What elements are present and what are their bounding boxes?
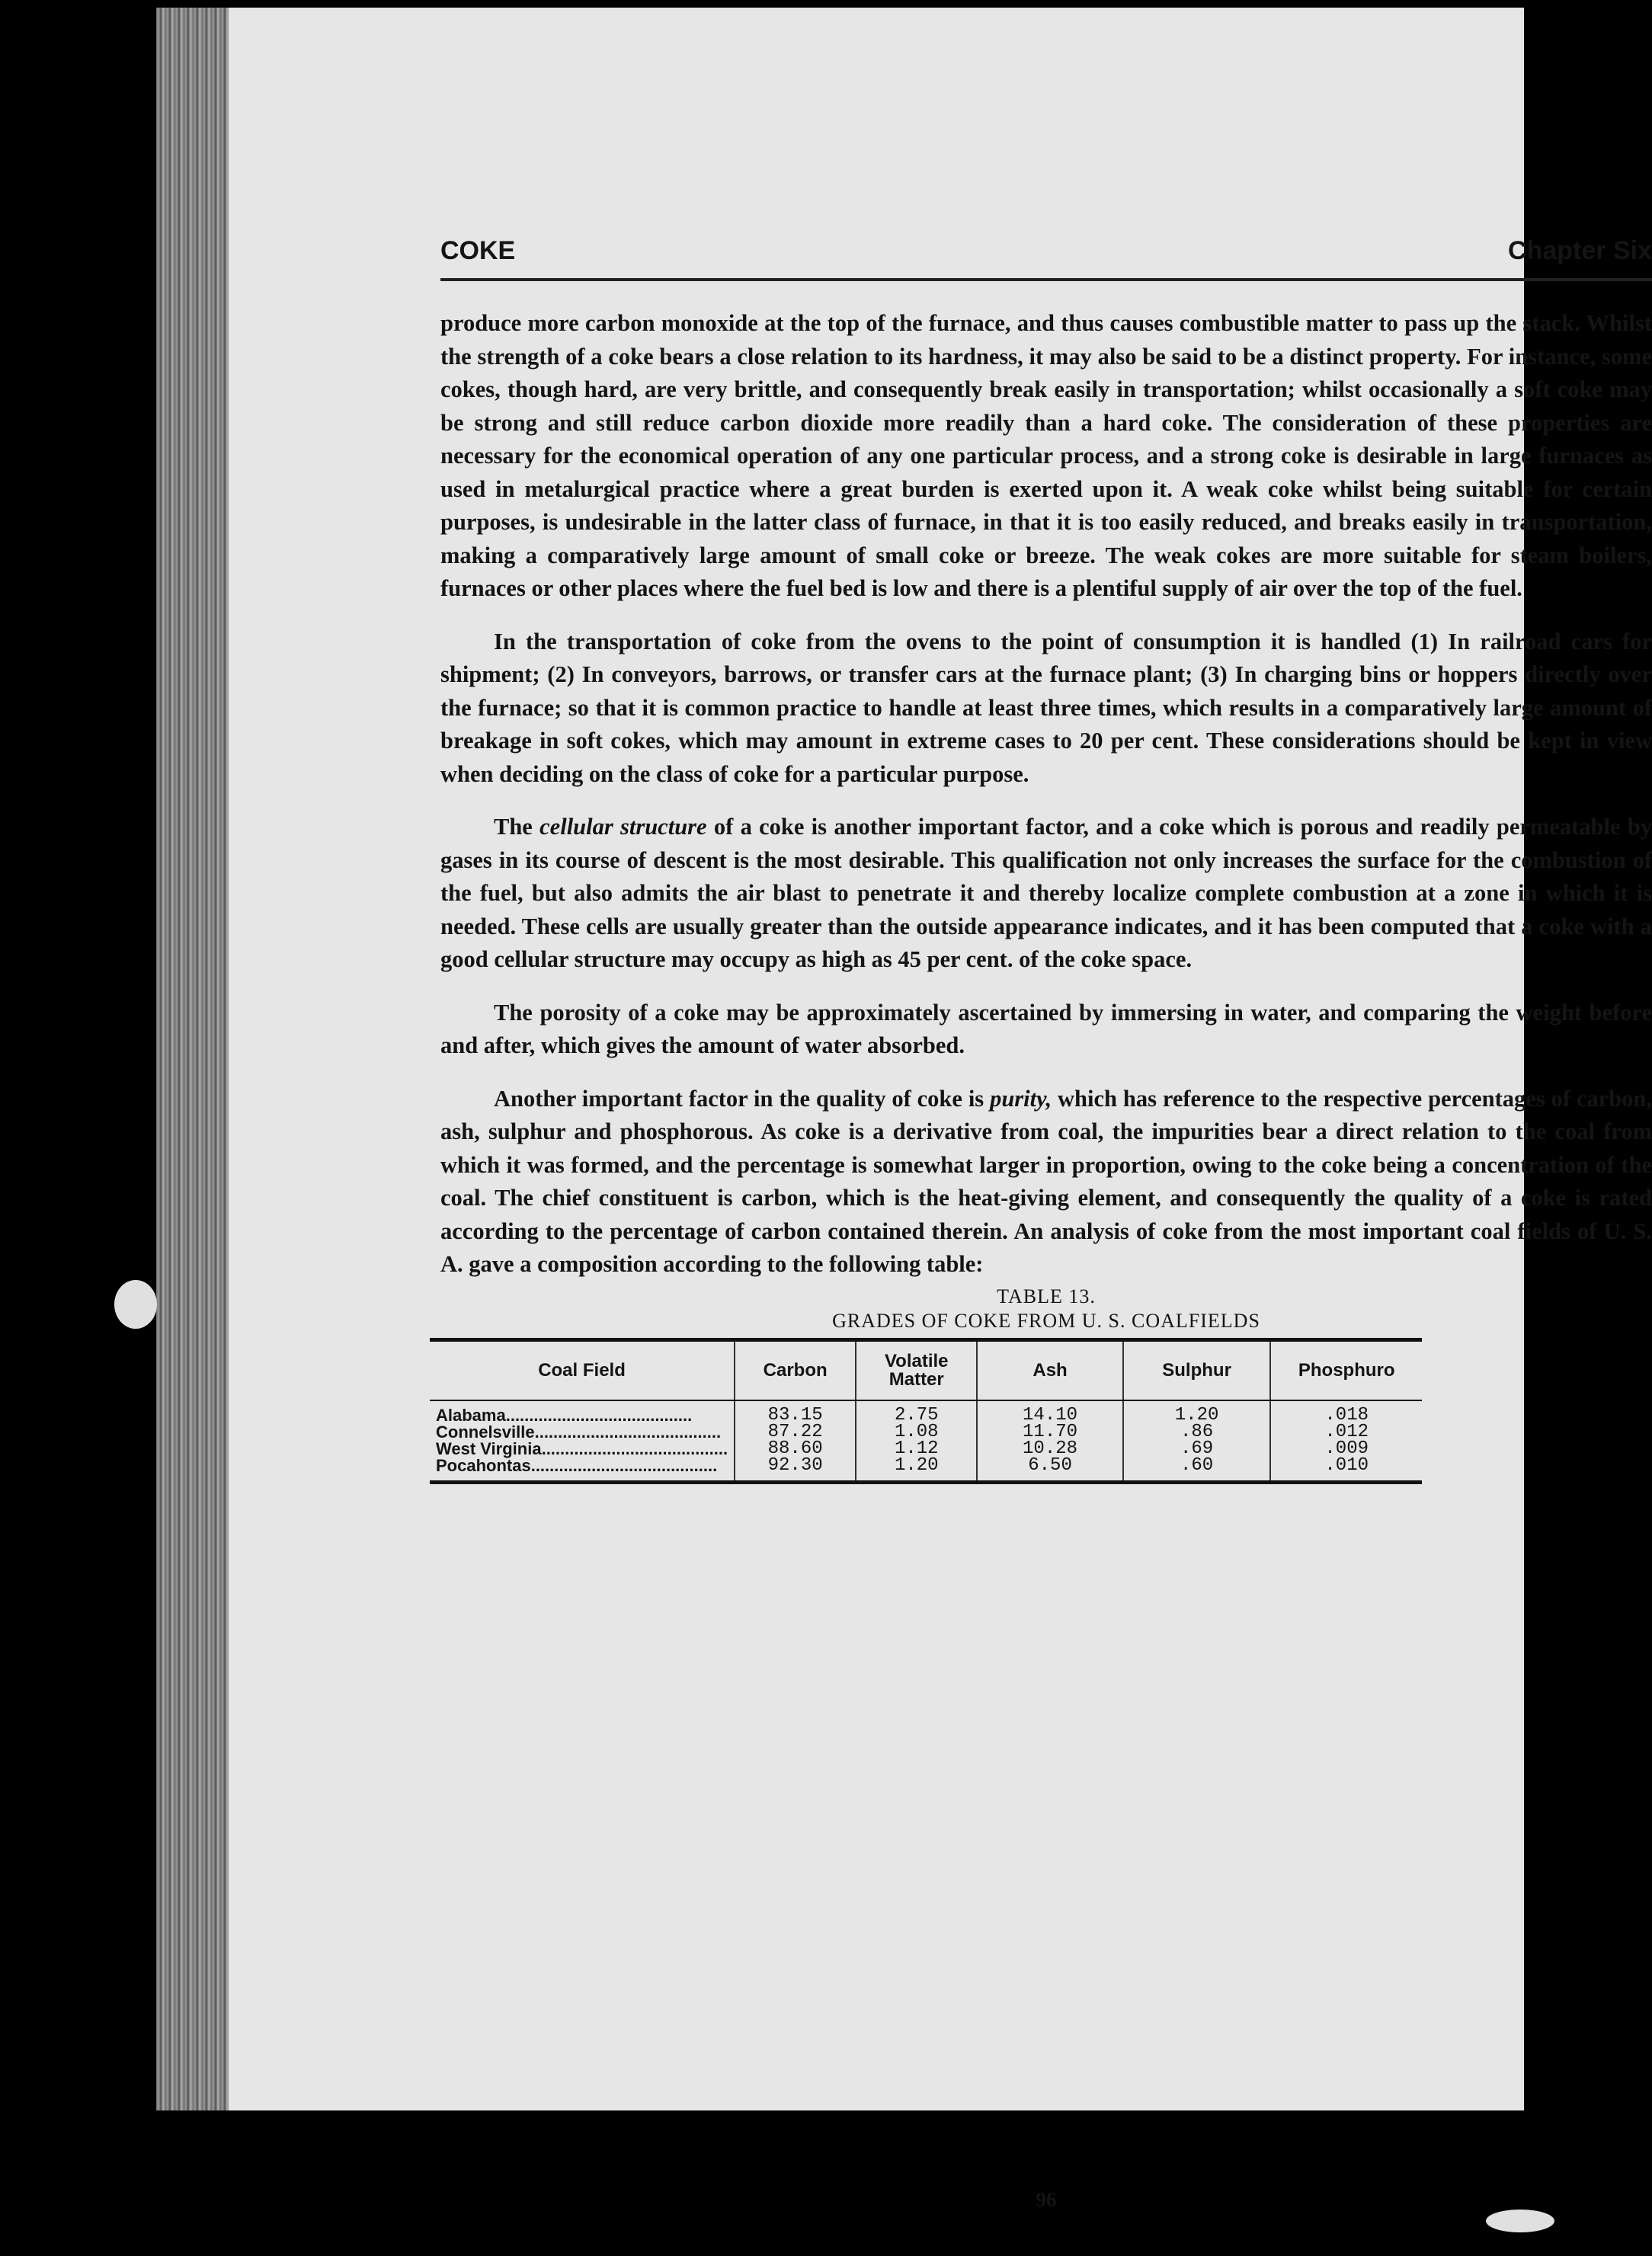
- coke-grades-table: [430, 1338, 1422, 1484]
- paragraph: [440, 1083, 1652, 1282]
- coal-field-cell: [430, 1424, 735, 1441]
- table-row: [430, 1458, 1422, 1483]
- dot-leader: ........................................: [505, 1405, 693, 1425]
- paragraph: In the transportation of coke from the ovens to the point of consumption it is handled (1) In railroad cars for shipment; (2) In conveyors, barrows, or transfer cars at the furnace plant; (3) In charging bins or hoppers directly over the furnace; so that it is common practice to handle at least three times, which results in a comparatively large amount of breakage in soft cokes, which may amount in extreme cases to 20 per cent. These considerations should be kept in view when deciding on the class of coke for a particular purpose.: [440, 628, 1652, 787]
- table-title: GRADES OF COKE FROM U. S. COALFIELDS: [832, 1309, 1260, 1332]
- running-header-chapter: Chapter Six: [1508, 236, 1652, 265]
- carbon-cell: 88.60: [735, 1441, 856, 1458]
- paper-blemish: [1486, 2210, 1554, 2232]
- table-caption: [440, 1285, 1652, 1333]
- phosphorus-cell: .009: [1270, 1441, 1422, 1458]
- column-header-phosphorus: Phosphuro: [1270, 1339, 1422, 1400]
- column-header-volatile-matter: Volatile Matter: [856, 1339, 977, 1400]
- volatile-matter-cell: 2.75: [856, 1400, 977, 1424]
- ash-cell: 6.50: [977, 1458, 1123, 1483]
- paragraph-text: Another important factor in the quality of coke is: [494, 1085, 991, 1112]
- paragraph-text: of a coke is another important factor, and a coke which is porous and readily permeatable by gases in its course of descent is the most desirable. This qualification not only increases the surface for the combustion of the fuel, but also admits the air blast to penetrate it and thereby localize complete combustion at a zone in which it is needed. These cells are usually greater than the outside appearance indicates, and it has been computed that a coke with a good cellular structure may occupy as high as 45 per cent. of the coke space.: [440, 814, 1652, 972]
- table-label: TABLE 13.: [997, 1285, 1096, 1307]
- page-content: [436, 229, 1652, 2211]
- carbon-cell: 83.15: [735, 1400, 856, 1424]
- paragraph-text: which has reference to the respective percentages of carbon, ash, sulphur and phosphorous. As coke is a derivative from coal, the impurities bear a direct relation to the coal from which it was formed, and the percentage is somewhat larger in proportion, owing to the coke being a concentration of the coal. The chief constituent is carbon, which is the heat-giving element, and consequently the quality of a coke is rated according to the percentage of carbon contained therein. An analysis of coke from the most important coal fields of U. S. A. gave a composition according to the following table:: [440, 1085, 1652, 1277]
- phosphorus-cell: .012: [1270, 1424, 1422, 1441]
- volatile-matter-cell: 1.12: [856, 1441, 977, 1458]
- carbon-cell: 87.22: [735, 1424, 856, 1441]
- emphasized-term: cellular structure: [539, 814, 707, 840]
- ash-cell: 10.28: [977, 1441, 1123, 1458]
- column-header-coal-field: Coal Field: [430, 1339, 735, 1400]
- book-page-edges: [156, 8, 232, 2110]
- dot-leader: ........................................: [534, 1422, 722, 1442]
- column-header-carbon: Carbon: [735, 1339, 856, 1400]
- body-text: [440, 307, 1652, 1282]
- dot-leader: ........................................: [530, 1455, 718, 1475]
- table-row: [430, 1400, 1422, 1424]
- book-page: [229, 8, 1652, 2211]
- column-header-ash: Ash: [977, 1339, 1123, 1400]
- coal-field-name: Alabama: [436, 1405, 506, 1425]
- coal-field-name: Pocahontas: [436, 1455, 531, 1475]
- running-header: [440, 229, 1652, 281]
- coal-field-cell: [430, 1455, 735, 1483]
- volatile-matter-cell: 1.20: [856, 1458, 977, 1483]
- ash-cell: 14.10: [977, 1400, 1123, 1424]
- paragraph-text: The: [494, 814, 540, 840]
- phosphorus-cell: .018: [1270, 1400, 1422, 1424]
- sulphur-cell: .86: [1123, 1424, 1271, 1441]
- paper-blemish: [114, 1280, 157, 1329]
- coal-field-cell: [430, 1438, 735, 1458]
- ash-cell: 11.70: [977, 1424, 1123, 1441]
- coal-field-cell: [430, 1400, 735, 1424]
- table-header-row: [430, 1339, 1422, 1400]
- sulphur-cell: .60: [1123, 1458, 1271, 1483]
- coal-field-name: West Virginia: [436, 1438, 542, 1458]
- page-number: 96: [1036, 2188, 1057, 2211]
- dot-leader: ........................................: [541, 1438, 728, 1458]
- running-header-title: COKE: [440, 236, 516, 265]
- coal-field-name: Connelsville: [436, 1422, 535, 1442]
- paragraph: produce more carbon monoxide at the top of the furnace, and thus causes combustible matter to pass up the stack. Whilst the strength of a coke bears a close relation to its hardness, it may also be said to be a distinct property. For instance, some cokes, though hard, are very brittle, and consequently break easily in transportation; whilst occasionally a soft coke may be strong and still reduce carbon dioxide more readily than a hard coke. The consideration of these properties are necessary for the economical operation of any one particular process, and a strong coke is desirable in large furnaces as used in metalurgical practice where a great burden is exerted upon it. A weak coke whilst being suitable for certain purposes, is undesirable in the latter class of furnace, in that it is too easily reduced, and breaks easily in transportation, making a comparatively large amount of small coke or breeze. The weak cokes are more suitable for steam boilers, furnaces or other places where the fuel bed is low and there is a plentiful supply of air over the top of the fuel.: [440, 310, 1652, 601]
- emphasized-term: purity,: [990, 1085, 1052, 1112]
- column-header-sulphur: Sulphur: [1123, 1339, 1271, 1400]
- paragraph: The porosity of a coke may be approximately ascertained by immersing in water, and comparing the weight before and after, which gives the amount of water absorbed.: [440, 999, 1652, 1058]
- sulphur-cell: .69: [1123, 1441, 1271, 1458]
- volatile-matter-cell: 1.08: [856, 1424, 977, 1441]
- phosphorus-cell: .010: [1270, 1458, 1422, 1483]
- carbon-cell: 92.30: [735, 1458, 856, 1483]
- paragraph: [440, 811, 1652, 977]
- sulphur-cell: 1.20: [1123, 1400, 1271, 1424]
